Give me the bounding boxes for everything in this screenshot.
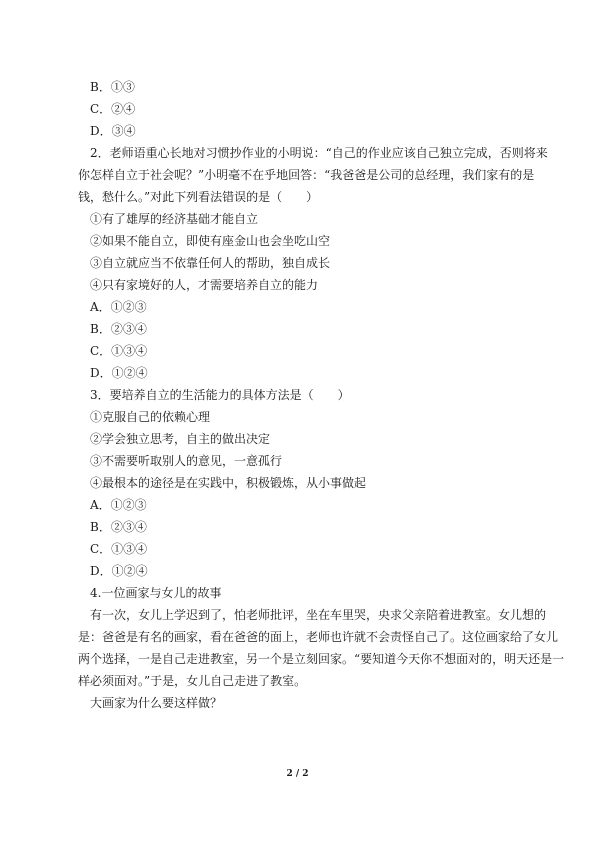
statement-3: ③自立就应当不依靠任何人的帮助，独自成长 xyxy=(90,256,331,270)
statement-4: ④只有家境好的人，才需要培养自立的能力 xyxy=(90,278,319,292)
option-c: C．①③④ xyxy=(90,344,148,358)
option-a: A．①②③ xyxy=(90,498,147,512)
page-number: 2 / 2 xyxy=(286,769,309,779)
statement-1: ①有了雄厚的经济基础才能自立 xyxy=(90,212,259,226)
option-b: B．②③④ xyxy=(90,520,147,534)
statement-2: ②学会独立思考，自主的做出决定 xyxy=(90,432,271,446)
option-a: A．①②③ xyxy=(90,300,147,314)
question-3: 3．要培养自立的生活能力的具体方法是（ ） xyxy=(90,388,350,402)
option-c: C．②④ xyxy=(90,102,136,116)
option-d: D．①②④ xyxy=(90,564,148,578)
question-2-line-3: 钱，愁什么。”对此下列看法错误的是（ ） xyxy=(78,190,319,204)
option-b: B．②③④ xyxy=(90,322,147,336)
question-4-title: 4.一位画家与女儿的故事 xyxy=(90,586,222,600)
question-2-line-1: 2．老师语重心长地对习惯抄作业的小明说：“自己的作业应该自己独立完成，否则将来 xyxy=(90,146,548,160)
statement-3: ③不需要听取别人的意见，一意孤行 xyxy=(90,454,283,468)
option-d: D．①②④ xyxy=(90,366,148,380)
option-d: D．③④ xyxy=(90,124,136,138)
story-line-4: 样必须面对。”于是，女儿自己走进了教室。 xyxy=(78,674,307,688)
question-4-prompt: 大画家为什么要这样做？ xyxy=(90,696,223,710)
statement-4: ④最根本的途径是在实践中，积极锻炼，从小事做起 xyxy=(90,476,367,490)
statement-1: ①克服自己的依赖心理 xyxy=(90,410,211,424)
question-2-line-2: 你怎样自立于社会呢？”小明毫不在乎地回答：“我爸爸是公司的总经理，我们家有的是 xyxy=(78,168,535,182)
story-line-1: 有一次，女儿上学迟到了，怕老师批评，坐在车里哭，央求父亲陪着进教室。女儿想的 xyxy=(90,608,547,622)
option-b: B．①③ xyxy=(90,80,135,94)
statement-2: ②如果不能自立，即使有座金山也会坐吃山空 xyxy=(90,234,331,248)
story-line-2: 是：爸爸是有名的画家，看在爸爸的面上，老师也许就不会责怪自己了。这位画家给了女儿 xyxy=(78,630,559,644)
story-line-3: 两个选择，一是自己走进教室，另一个是立刻回家。“要知道今天你不想面对的，明天还是一 xyxy=(78,652,565,666)
option-c: C．①③④ xyxy=(90,542,148,556)
